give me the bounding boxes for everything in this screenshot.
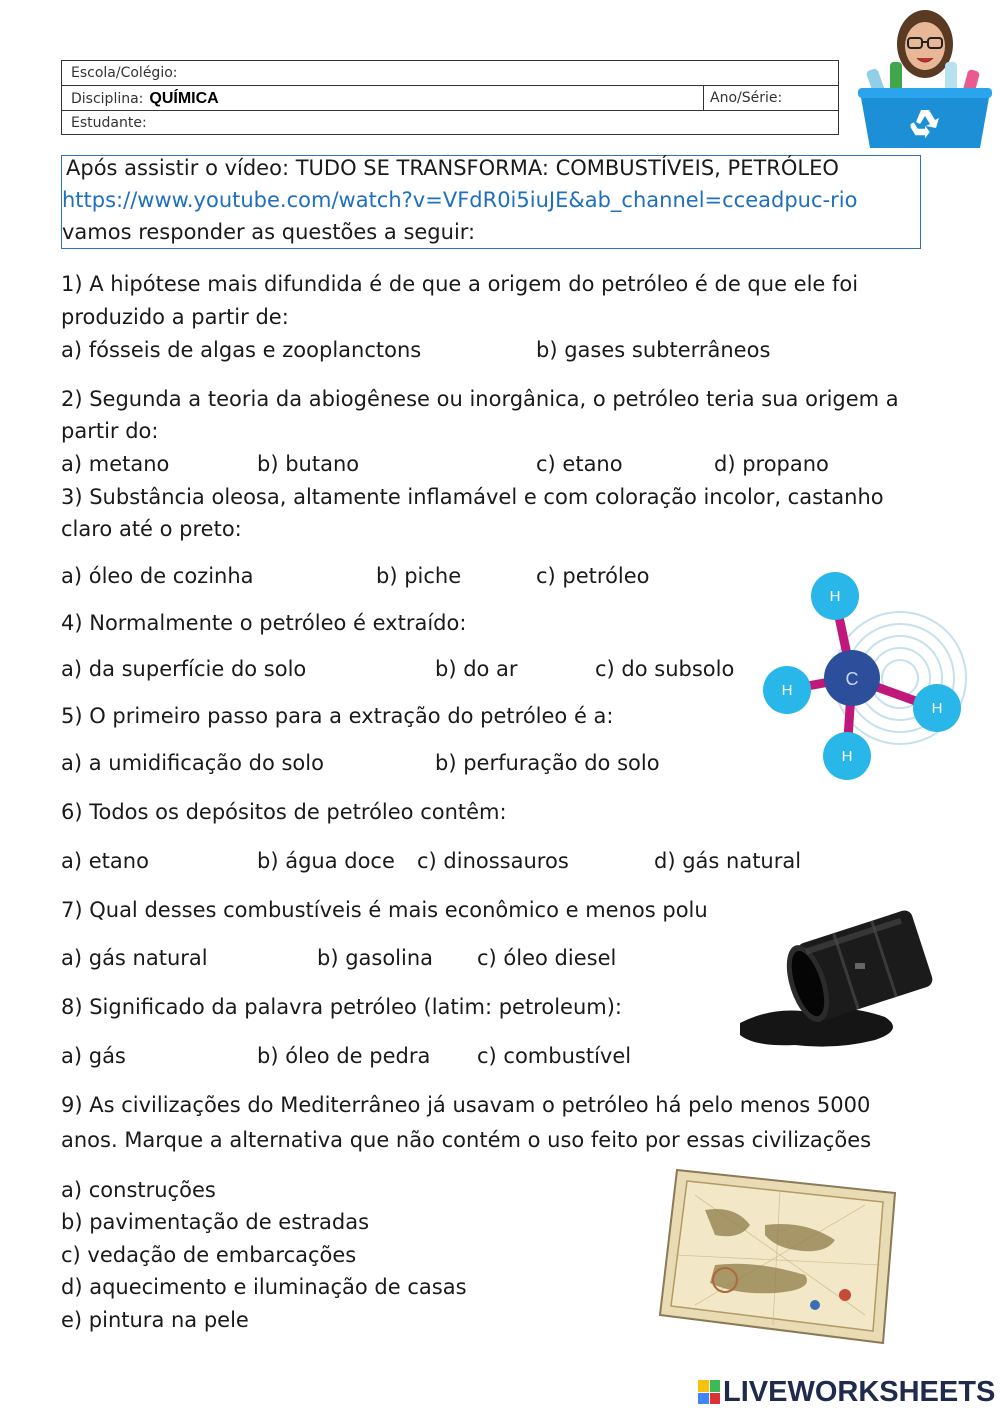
question-1-text-cont: produzido a partir de: [61,305,289,329]
question-7-text: 7) Qual desses combustíveis é mais econômico e menos polu [61,898,708,922]
hydrogen-atom-label: H [781,682,793,699]
school-label: Escola/Colégio: [71,65,178,81]
school-row [62,61,838,86]
year-label: Ano/Série: [703,86,782,110]
q9-option-d[interactable]: d) aquecimento e iluminação de casas [61,1275,467,1299]
liveworksheets-logo [698,1376,995,1408]
q5-option-b[interactable]: b) perfuração do solo [435,751,660,775]
intro-box [61,155,921,249]
q1-option-b[interactable]: b) gases subterrâneos [536,338,771,362]
q7-option-a[interactable]: a) gás natural [61,946,208,970]
hydrogen-atom-label: H [841,748,853,765]
q2-option-b[interactable]: b) butano [257,452,360,476]
q4-option-b[interactable]: b) do ar [435,657,518,681]
q2-option-a[interactable]: a) metano [61,452,170,476]
q6-option-d[interactable]: d) gás natural [654,849,802,873]
q1-option-a[interactable]: a) fósseis de algas e zooplanctons [61,338,422,362]
question-4-text: 4) Normalmente o petróleo é extraído: [61,611,467,635]
question-8-text: 8) Significado da palavra petróleo (latim: petroleum): [61,995,622,1019]
q6-option-c[interactable]: c) dinossauros [417,849,569,873]
q7-option-b[interactable]: b) gasolina [317,946,434,970]
q2-option-d[interactable]: d) propano [714,452,829,476]
q2-option-c[interactable]: c) etano [536,452,623,476]
question-9-text-cont: anos. Marque a alternativa que não contém o uso feito por essas civilizações [61,1128,872,1152]
question-1-text: 1) A hipótese mais difundida é de que a origem do petróleo é de que ele foi [61,272,859,296]
question-5-text: 5) O primeiro passo para a extração do petróleo é a: [61,704,614,728]
liveworksheets-wordmark: LIVEWORKSHEETS [723,1375,996,1408]
q6-option-a[interactable]: a) etano [61,849,149,873]
q8-option-c[interactable]: c) combustível [477,1044,632,1068]
q8-option-b[interactable]: b) óleo de pedra [257,1044,431,1068]
student-label: Estudante: [71,115,147,131]
question-3-text: 3) Substância oleosa, altamente inflamável e com coloração incolor, castanho [61,485,884,509]
question-3-text-cont: claro até o preto: [61,517,242,541]
q3-option-a[interactable]: a) óleo de cozinha [61,564,254,588]
hydrogen-atom-label: H [931,700,943,717]
question-2-text-cont: partir do: [61,419,159,443]
q6-option-b[interactable]: b) água doce [257,849,395,873]
student-row [62,111,838,136]
q3-option-c[interactable]: c) petróleo [536,564,650,588]
methane-molecule-illustration [755,568,975,786]
question-2-text: 2) Segunda a teoria da abiogênese ou inorgânica, o petróleo teria sua origem a [61,387,899,411]
recycling-bin-illustration [855,4,995,150]
q9-option-e[interactable]: e) pintura na pele [61,1308,249,1332]
q9-option-b[interactable]: b) pavimentação de estradas [61,1210,370,1234]
q3-option-b[interactable]: b) piche [376,564,462,588]
oil-barrel-illustration [735,905,935,1055]
liveworksheets-badge-icon [698,1380,720,1404]
carbon-atom-label: C [845,669,859,689]
question-6-text: 6) Todos os depósitos de petróleo contêm: [61,800,507,824]
discipline-row [62,86,838,111]
q7-option-c[interactable]: c) óleo diesel [477,946,617,970]
q9-option-c[interactable]: c) vedação de embarcações [61,1243,357,1267]
q4-option-a[interactable]: a) da superfície do solo [61,657,307,681]
intro-line-1: Após assistir o vídeo: TUDO SE TRANSFORMA: COMBUSTÍVEIS, PETRÓLEO [66,156,839,180]
header-table [61,60,839,135]
question-9-text: 9) As civilizações do Mediterrâneo já usavam o petróleo há pelo menos 5000 [61,1093,871,1117]
q4-option-c[interactable]: c) do subsolo [595,657,735,681]
hydrogen-atom-label: H [829,588,841,605]
q9-option-a[interactable]: a) construções [61,1178,216,1202]
intro-line-3: vamos responder as questões a seguir: [62,220,476,244]
video-link[interactable]: https://www.youtube.com/watch?v=VFdR0i5iuJE&ab_channel=cceadpuc-rio [62,188,858,212]
discipline-label: Disciplina: [71,91,144,107]
ancient-map-illustration [655,1165,900,1345]
q8-option-a[interactable]: a) gás [61,1044,126,1068]
q5-option-a[interactable]: a) a umidificação do solo [61,751,324,775]
discipline-value: QUÍMICA [149,90,219,107]
